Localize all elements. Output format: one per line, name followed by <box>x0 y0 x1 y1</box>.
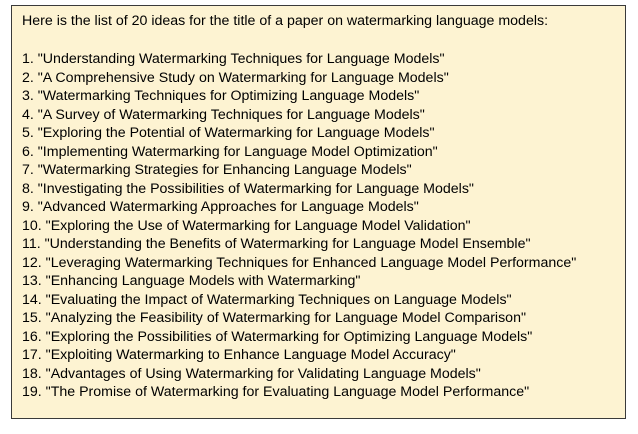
list-item: 17. "Exploiting Watermarking to Enhance Language Model Accuracy" <box>22 347 456 363</box>
list-item: 4. "A Survey of Watermarking Techniques for Language Models" <box>22 106 425 123</box>
list-item: 12. "Leveraging Watermarking Techniques for Enhanced Language Model Performance" <box>22 254 577 271</box>
list-item: 1. "Understanding Watermarking Techniques for Language Models" <box>22 51 445 67</box>
ideas-list <box>22 50 576 402</box>
list-item: 7. "Watermarking Strategies for Enhancing Language Models" <box>22 162 412 178</box>
list-item: 6. "Implementing Watermarking for Language Model Optimization" <box>22 143 438 160</box>
intro-text: Here is the list of 20 ideas for the title of a paper on watermarking language models: <box>22 13 549 29</box>
list-item: 19. "The Promise of Watermarking for Evaluating Language Model Performance" <box>22 384 530 400</box>
list-item: 5. "Exploring the Potential of Watermarking for Language Models" <box>22 125 435 141</box>
list-item: 14. "Evaluating the Impact of Watermarking Techniques on Language Models" <box>22 291 512 308</box>
list-item: 18. "Advantages of Using Watermarking for Validating Language Models" <box>22 365 481 382</box>
list-item: 13. "Enhancing Language Models with Watermarking" <box>22 273 361 289</box>
list-item: 15. "Analyzing the Feasibility of Watermarking for Language Model Comparison" <box>22 310 526 326</box>
list-item: 8. "Investigating the Possibilities of Watermarking for Language Models" <box>22 180 474 197</box>
list-item: 10. "Exploring the Use of Watermarking for Language Model Validation" <box>22 217 471 234</box>
list-item: 2. "A Comprehensive Study on Watermarking for Language Models" <box>22 69 449 86</box>
list-item: 11. "Understanding the Benefits of Watermarking for Language Model Ensemble" <box>22 236 531 252</box>
list-item: 16. "Exploring the Possibilities of Watermarking for Optimizing Language Models" <box>22 328 533 345</box>
response-panel <box>11 5 626 419</box>
list-item: 3. "Watermarking Techniques for Optimizing Language Models" <box>22 88 420 104</box>
list-item: 9. "Advanced Watermarking Approaches for Language Models" <box>22 199 419 215</box>
